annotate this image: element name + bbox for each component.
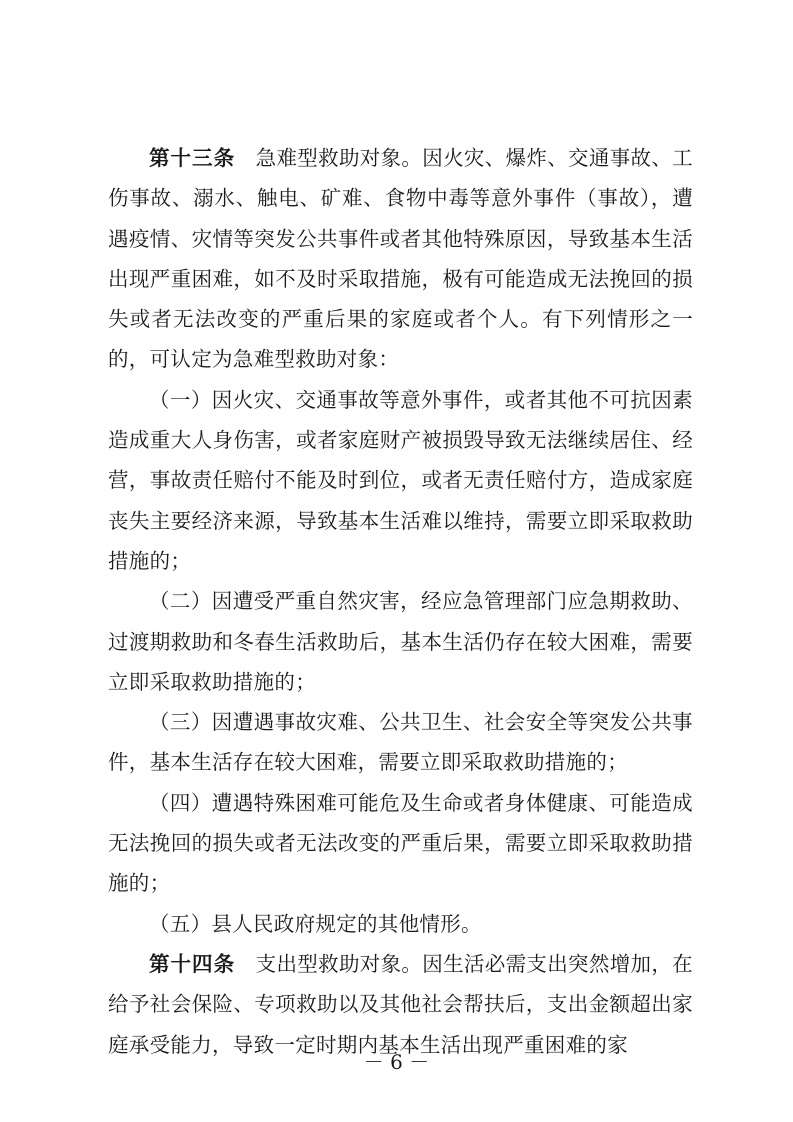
document-body [108, 138, 693, 1065]
article-13-heading: 第十三条 [149, 146, 236, 170]
article-13-text: 急难型救助对象。因火灾、爆炸、交通事故、工伤事故、溺水、触电、矿难、食物中毒等意外事件（事故），遭遇疫情、灾情等突发公共事件或者其他特殊原因，导致基本生活出现严重困难，如不及时采取措施，极有可能造成无法挽回的损失或者无法改变的严重后果的家庭或者个人。有下列情形之一的，可认定为急难型救助对象： [108, 146, 693, 372]
article-13-item-3: （三）因遭遇事故灾难、公共卫生、社会安全等突发公共事件，基本生活存在较大困难，需要立即采取救助措施的； [108, 710, 693, 775]
article-14-heading: 第十四条 [149, 951, 236, 976]
article-13-item-2: （二）因遭受严重自然灾害，经应急管理部门应急期救助、过渡期救助和冬春生活救助后，基本生活仍存在较大困难，需要立即采取救助措施的； [108, 589, 693, 694]
article-13-item-1: （一）因火灾、交通事故等意外事件，或者其他不可抗因素造成重大人身伤害，或者家庭财产被损毁导致无法继续居住、经营，事故责任赔付不能及时到位，或者无责任赔付方，造成家庭丧失主要经济来源，导致基本生活难以维持，需要立即采取救助措施的； [108, 387, 693, 573]
article-13-item-4: （四）遭遇特殊困难可能危及生命或者身体健康、可能造成无法挽回的损失或者无法改变的严重后果，需要立即采取救助措施的； [108, 790, 693, 896]
article-13-item-5: （五）县人民政府规定的其他情形。 [149, 911, 482, 936]
article-13 [108, 138, 693, 380]
page-number: － 6 － [363, 1050, 430, 1074]
article-14-text: 支出型救助对象。因生活必需支出突然增加，在给予社会保险、专项救助以及其他社会帮扶后，支出金额超出家庭承受能力，导致一定时期内基本生活出现严重困难的家 [108, 951, 693, 1057]
